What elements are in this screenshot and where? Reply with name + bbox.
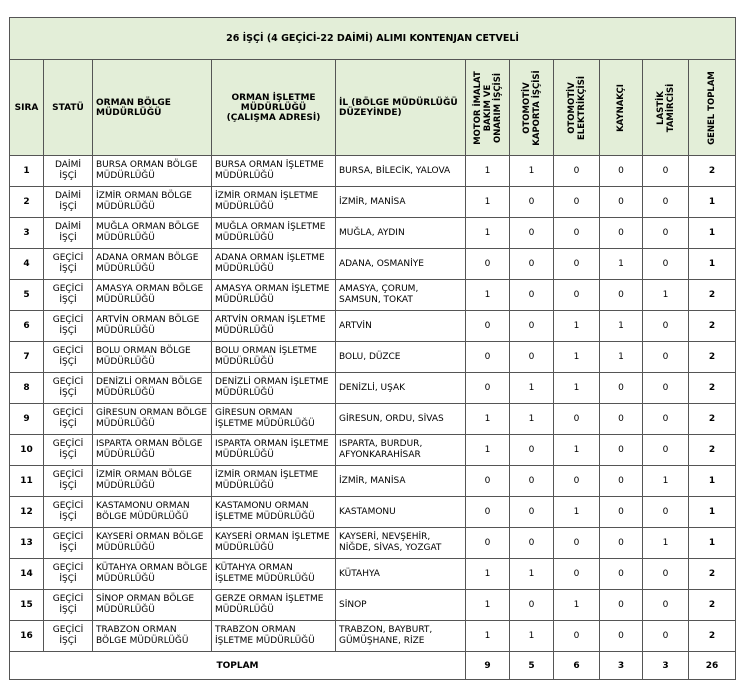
cell-isletme: İZMİR ORMAN İŞLETME MÜDÜRLÜĞÜ xyxy=(212,187,336,218)
cell-elektrik: 0 xyxy=(554,621,600,652)
cell-il: KASTAMONU xyxy=(336,497,466,528)
cell-statu: DAİMİ İŞÇİ xyxy=(44,156,93,187)
cell-motor: 1 xyxy=(466,156,510,187)
cell-kaporta: 0 xyxy=(510,311,554,342)
cell-kaporta: 0 xyxy=(510,528,554,559)
cell-elektrik: 1 xyxy=(554,435,600,466)
table-row xyxy=(10,559,736,590)
table-row xyxy=(10,497,736,528)
header-statu: STATÜ xyxy=(44,60,93,156)
cell-bolge: İZMİR ORMAN BÖLGE MÜDÜRLÜĞÜ xyxy=(93,187,212,218)
table-row xyxy=(10,156,736,187)
cell-isletme: KAYSERİ ORMAN İŞLETME MÜDÜRLÜĞÜ xyxy=(212,528,336,559)
cell-kaporta: 1 xyxy=(510,404,554,435)
table-row xyxy=(10,249,736,280)
cell-motor: 1 xyxy=(466,187,510,218)
table-row xyxy=(10,590,736,621)
cell-kaporta: 0 xyxy=(510,218,554,249)
cell-sira: 4 xyxy=(10,249,44,280)
cell-kaporta: 0 xyxy=(510,249,554,280)
cell-genel: 1 xyxy=(689,466,736,497)
cell-lastik: 0 xyxy=(643,435,689,466)
table-row xyxy=(10,373,736,404)
cell-sira: 2 xyxy=(10,187,44,218)
cell-genel: 1 xyxy=(689,528,736,559)
cell-statu: GEÇİCİ İŞÇİ xyxy=(44,466,93,497)
total-row xyxy=(10,652,736,680)
cell-lastik: 0 xyxy=(643,218,689,249)
cell-il: AMASYA, ÇORUM, SAMSUN, TOKAT xyxy=(336,280,466,311)
cell-il: BURSA, BİLECİK, YALOVA xyxy=(336,156,466,187)
cell-isletme: ISPARTA ORMAN İŞLETME MÜDÜRLÜĞÜ xyxy=(212,435,336,466)
cell-isletme: TRABZON ORMAN İŞLETME MÜDÜRLÜĞÜ xyxy=(212,621,336,652)
cell-lastik: 0 xyxy=(643,187,689,218)
cell-isletme: BOLU ORMAN İŞLETME MÜDÜRLÜĞÜ xyxy=(212,342,336,373)
cell-kaporta: 0 xyxy=(510,342,554,373)
cell-lastik: 0 xyxy=(643,559,689,590)
cell-lastik: 0 xyxy=(643,311,689,342)
cell-il: TRABZON, BAYBURT, GÜMÜŞHANE, RİZE xyxy=(336,621,466,652)
cell-isletme: GERZE ORMAN İŞLETME MÜDÜRLÜĞÜ xyxy=(212,590,336,621)
cell-genel: 2 xyxy=(689,156,736,187)
total-lastik: 3 xyxy=(643,652,689,680)
table-row xyxy=(10,311,736,342)
cell-motor: 1 xyxy=(466,218,510,249)
cell-bolge: GİRESUN ORMAN BÖLGE MÜDÜRLÜĞÜ xyxy=(93,404,212,435)
cell-sira: 15 xyxy=(10,590,44,621)
cell-kaynakci: 0 xyxy=(600,187,643,218)
cell-genel: 2 xyxy=(689,342,736,373)
cell-statu: GEÇİCİ İŞÇİ xyxy=(44,559,93,590)
header-kaporta-line: KAPORTA İŞÇİSİ xyxy=(531,69,542,146)
header-genel-line: GENEL TOPLAM xyxy=(707,70,718,145)
cell-elektrik: 1 xyxy=(554,342,600,373)
header-isletme: ORMAN İŞLETME MÜDÜRLÜĞÜ (ÇALIŞMA ADRESİ) xyxy=(212,60,336,156)
cell-motor: 1 xyxy=(466,404,510,435)
table-row xyxy=(10,435,736,466)
cell-kaporta: 0 xyxy=(510,187,554,218)
cell-bolge: SİNOP ORMAN BÖLGE MÜDÜRLÜĞÜ xyxy=(93,590,212,621)
cell-statu: GEÇİCİ İŞÇİ xyxy=(44,373,93,404)
cell-statu: GEÇİCİ İŞÇİ xyxy=(44,404,93,435)
cell-lastik: 0 xyxy=(643,404,689,435)
cell-kaynakci: 0 xyxy=(600,404,643,435)
cell-sira: 12 xyxy=(10,497,44,528)
cell-bolge: AMASYA ORMAN BÖLGE MÜDÜRLÜĞÜ xyxy=(93,280,212,311)
cell-motor: 1 xyxy=(466,435,510,466)
cell-il: ARTVİN xyxy=(336,311,466,342)
cell-kaporta: 1 xyxy=(510,373,554,404)
cell-statu: GEÇİCİ İŞÇİ xyxy=(44,528,93,559)
cell-motor: 0 xyxy=(466,342,510,373)
header-kaynakci xyxy=(600,60,643,156)
cell-lastik: 1 xyxy=(643,528,689,559)
cell-genel: 1 xyxy=(689,497,736,528)
total-kaynakci: 3 xyxy=(600,652,643,680)
cell-isletme: AMASYA ORMAN İŞLETME MÜDÜRLÜĞÜ xyxy=(212,280,336,311)
header-elektrik-line: OTOMOTİV xyxy=(566,81,577,134)
cell-sira: 1 xyxy=(10,156,44,187)
cell-bolge: MUĞLA ORMAN BÖLGE MÜDÜRLÜĞÜ xyxy=(93,218,212,249)
cell-elektrik: 0 xyxy=(554,559,600,590)
header-motor-line: MOTOR İMALAT xyxy=(472,70,483,145)
cell-sira: 5 xyxy=(10,280,44,311)
cell-genel: 2 xyxy=(689,590,736,621)
cell-motor: 0 xyxy=(466,528,510,559)
cell-bolge: KASTAMONU ORMAN BÖLGE MÜDÜRLÜĞÜ xyxy=(93,497,212,528)
cell-lastik: 0 xyxy=(643,342,689,373)
cell-kaynakci: 0 xyxy=(600,497,643,528)
table-row xyxy=(10,280,736,311)
cell-sira: 3 xyxy=(10,218,44,249)
header-elektrik xyxy=(554,60,600,156)
cell-sira: 11 xyxy=(10,466,44,497)
cell-motor: 1 xyxy=(466,621,510,652)
cell-sira: 13 xyxy=(10,528,44,559)
cell-il: KÜTAHYA xyxy=(336,559,466,590)
cell-il: ADANA, OSMANİYE xyxy=(336,249,466,280)
cell-sira: 6 xyxy=(10,311,44,342)
cell-lastik: 0 xyxy=(643,497,689,528)
cell-sira: 8 xyxy=(10,373,44,404)
cell-motor: 1 xyxy=(466,590,510,621)
cell-motor: 1 xyxy=(466,280,510,311)
header-il: İL (BÖLGE MÜDÜRLÜĞÜ DÜZEYİNDE) xyxy=(336,60,466,156)
total-kaporta: 5 xyxy=(510,652,554,680)
cell-genel: 1 xyxy=(689,249,736,280)
cell-il: ISPARTA, BURDUR, AFYONKARAHİSAR xyxy=(336,435,466,466)
table-row xyxy=(10,218,736,249)
cell-elektrik: 0 xyxy=(554,466,600,497)
cell-motor: 0 xyxy=(466,373,510,404)
cell-il: SİNOP xyxy=(336,590,466,621)
header-kaporta-line: OTOMOTİV xyxy=(521,81,532,134)
cell-kaynakci: 0 xyxy=(600,528,643,559)
table-row xyxy=(10,187,736,218)
cell-sira: 10 xyxy=(10,435,44,466)
cell-genel: 2 xyxy=(689,559,736,590)
cell-elektrik: 1 xyxy=(554,590,600,621)
cell-sira: 16 xyxy=(10,621,44,652)
cell-kaporta: 0 xyxy=(510,466,554,497)
cell-kaynakci: 0 xyxy=(600,218,643,249)
cell-statu: DAİMİ İŞÇİ xyxy=(44,218,93,249)
table-row xyxy=(10,466,736,497)
cell-statu: GEÇİCİ İŞÇİ xyxy=(44,249,93,280)
header-motor-line: ONARIM İŞÇİSİ xyxy=(492,72,503,143)
cell-kaporta: 1 xyxy=(510,156,554,187)
cell-motor: 0 xyxy=(466,311,510,342)
cell-kaynakci: 0 xyxy=(600,156,643,187)
cell-isletme: MUĞLA ORMAN İŞLETME MÜDÜRLÜĞÜ xyxy=(212,218,336,249)
cell-statu: GEÇİCİ İŞÇİ xyxy=(44,590,93,621)
cell-isletme: GİRESUN ORMAN İŞLETME MÜDÜRLÜĞÜ xyxy=(212,404,336,435)
cell-elektrik: 0 xyxy=(554,249,600,280)
header-lastik-line: LASTİK xyxy=(655,90,666,125)
cell-statu: GEÇİCİ İŞÇİ xyxy=(44,621,93,652)
cell-kaynakci: 1 xyxy=(600,342,643,373)
cell-isletme: KASTAMONU ORMAN İŞLETME MÜDÜRLÜĞÜ xyxy=(212,497,336,528)
cell-kaporta: 1 xyxy=(510,621,554,652)
cell-il: DENİZLİ, UŞAK xyxy=(336,373,466,404)
cell-isletme: ADANA ORMAN İŞLETME MÜDÜRLÜĞÜ xyxy=(212,249,336,280)
cell-statu: GEÇİCİ İŞÇİ xyxy=(44,311,93,342)
cell-bolge: KAYSERİ ORMAN BÖLGE MÜDÜRLÜĞÜ xyxy=(93,528,212,559)
cell-elektrik: 0 xyxy=(554,528,600,559)
cell-sira: 7 xyxy=(10,342,44,373)
cell-bolge: ADANA ORMAN BÖLGE MÜDÜRLÜĞÜ xyxy=(93,249,212,280)
cell-il: MUĞLA, AYDIN xyxy=(336,218,466,249)
cell-kaynakci: 0 xyxy=(600,280,643,311)
cell-elektrik: 1 xyxy=(554,497,600,528)
cell-lastik: 0 xyxy=(643,249,689,280)
cell-statu: GEÇİCİ İŞÇİ xyxy=(44,342,93,373)
cell-isletme: DENİZLİ ORMAN İŞLETME MÜDÜRLÜĞÜ xyxy=(212,373,336,404)
table-row xyxy=(10,528,736,559)
cell-statu: DAİMİ İŞÇİ xyxy=(44,187,93,218)
cell-motor: 0 xyxy=(466,497,510,528)
table-title: 26 İŞÇİ (4 GEÇİCİ-22 DAİMİ) ALIMI KONTENJAN CETVELİ xyxy=(10,18,736,60)
cell-kaporta: 0 xyxy=(510,497,554,528)
cell-kaynakci: 0 xyxy=(600,435,643,466)
cell-elektrik: 1 xyxy=(554,311,600,342)
cell-lastik: 0 xyxy=(643,621,689,652)
cell-elektrik: 0 xyxy=(554,218,600,249)
cell-motor: 1 xyxy=(466,559,510,590)
cell-il: KAYSERİ, NEVŞEHİR, NİĞDE, SİVAS, YOZGAT xyxy=(336,528,466,559)
header-bolge: ORMAN BÖLGE MÜDÜRLÜĞÜ xyxy=(93,60,212,156)
header-lastik-line: TAMİRCİSİ xyxy=(665,83,676,132)
cell-genel: 2 xyxy=(689,621,736,652)
total-elektrik: 6 xyxy=(554,652,600,680)
cell-bolge: BOLU ORMAN BÖLGE MÜDÜRLÜĞÜ xyxy=(93,342,212,373)
total-motor: 9 xyxy=(466,652,510,680)
cell-genel: 2 xyxy=(689,280,736,311)
header-motor xyxy=(466,60,510,156)
cell-genel: 2 xyxy=(689,311,736,342)
header-kaporta xyxy=(510,60,554,156)
cell-elektrik: 0 xyxy=(554,280,600,311)
cell-motor: 0 xyxy=(466,249,510,280)
table-body xyxy=(10,156,736,652)
cell-bolge: ARTVİN ORMAN BÖLGE MÜDÜRLÜĞÜ xyxy=(93,311,212,342)
cell-il: İZMİR, MANİSA xyxy=(336,466,466,497)
table-row xyxy=(10,342,736,373)
cell-genel: 2 xyxy=(689,373,736,404)
cell-statu: GEÇİCİ İŞÇİ xyxy=(44,497,93,528)
cell-il: BOLU, DÜZCE xyxy=(336,342,466,373)
cell-bolge: ISPARTA ORMAN BÖLGE MÜDÜRLÜĞÜ xyxy=(93,435,212,466)
cell-isletme: ARTVİN ORMAN İŞLETME MÜDÜRLÜĞÜ xyxy=(212,311,336,342)
cell-elektrik: 0 xyxy=(554,156,600,187)
cell-genel: 1 xyxy=(689,218,736,249)
cell-isletme: BURSA ORMAN İŞLETME MÜDÜRLÜĞÜ xyxy=(212,156,336,187)
cell-bolge: TRABZON ORMAN BÖLGE MÜDÜRLÜĞÜ xyxy=(93,621,212,652)
cell-kaporta: 0 xyxy=(510,590,554,621)
cell-kaynakci: 0 xyxy=(600,559,643,590)
cell-lastik: 0 xyxy=(643,373,689,404)
cell-sira: 9 xyxy=(10,404,44,435)
cell-kaporta: 1 xyxy=(510,559,554,590)
cell-bolge: DENİZLİ ORMAN BÖLGE MÜDÜRLÜĞÜ xyxy=(93,373,212,404)
cell-lastik: 0 xyxy=(643,156,689,187)
header-lastik xyxy=(643,60,689,156)
cell-il: GİRESUN, ORDU, SİVAS xyxy=(336,404,466,435)
cell-kaynakci: 0 xyxy=(600,466,643,497)
cell-il: İZMİR, MANİSA xyxy=(336,187,466,218)
table-row xyxy=(10,404,736,435)
header-elektrik-line: ELEKTRİKÇİSİ xyxy=(576,75,587,140)
cell-lastik: 1 xyxy=(643,280,689,311)
cell-genel: 1 xyxy=(689,187,736,218)
header-genel xyxy=(689,60,736,156)
cell-kaynakci: 0 xyxy=(600,373,643,404)
cell-motor: 0 xyxy=(466,466,510,497)
cell-sira: 14 xyxy=(10,559,44,590)
table-row xyxy=(10,621,736,652)
header-sira: SIRA xyxy=(10,60,44,156)
cell-bolge: BURSA ORMAN BÖLGE MÜDÜRLÜĞÜ xyxy=(93,156,212,187)
cell-genel: 2 xyxy=(689,404,736,435)
cell-kaynakci: 0 xyxy=(600,590,643,621)
cell-bolge: KÜTAHYA ORMAN BÖLGE MÜDÜRLÜĞÜ xyxy=(93,559,212,590)
cell-kaynakci: 1 xyxy=(600,311,643,342)
cell-elektrik: 0 xyxy=(554,187,600,218)
cell-statu: GEÇİCİ İŞÇİ xyxy=(44,280,93,311)
cell-elektrik: 0 xyxy=(554,404,600,435)
header-kaynakci-line: KAYNAKÇI xyxy=(616,83,626,132)
cell-genel: 2 xyxy=(689,435,736,466)
header-motor-line: BAKIM VE xyxy=(482,84,493,131)
cell-kaporta: 0 xyxy=(510,280,554,311)
cell-lastik: 1 xyxy=(643,466,689,497)
total-label: TOPLAM xyxy=(10,652,466,680)
cell-statu: GEÇİCİ İŞÇİ xyxy=(44,435,93,466)
cell-kaynakci: 0 xyxy=(600,621,643,652)
cell-isletme: İZMİR ORMAN İŞLETME MÜDÜRLÜĞÜ xyxy=(212,466,336,497)
cell-kaporta: 0 xyxy=(510,435,554,466)
cell-isletme: KÜTAHYA ORMAN İŞLETME MÜDÜRLÜĞÜ xyxy=(212,559,336,590)
total-genel: 26 xyxy=(689,652,736,680)
quota-table xyxy=(9,17,736,680)
cell-bolge: İZMİR ORMAN BÖLGE MÜDÜRLÜĞÜ xyxy=(93,466,212,497)
cell-lastik: 0 xyxy=(643,590,689,621)
cell-kaynakci: 1 xyxy=(600,249,643,280)
cell-elektrik: 1 xyxy=(554,373,600,404)
